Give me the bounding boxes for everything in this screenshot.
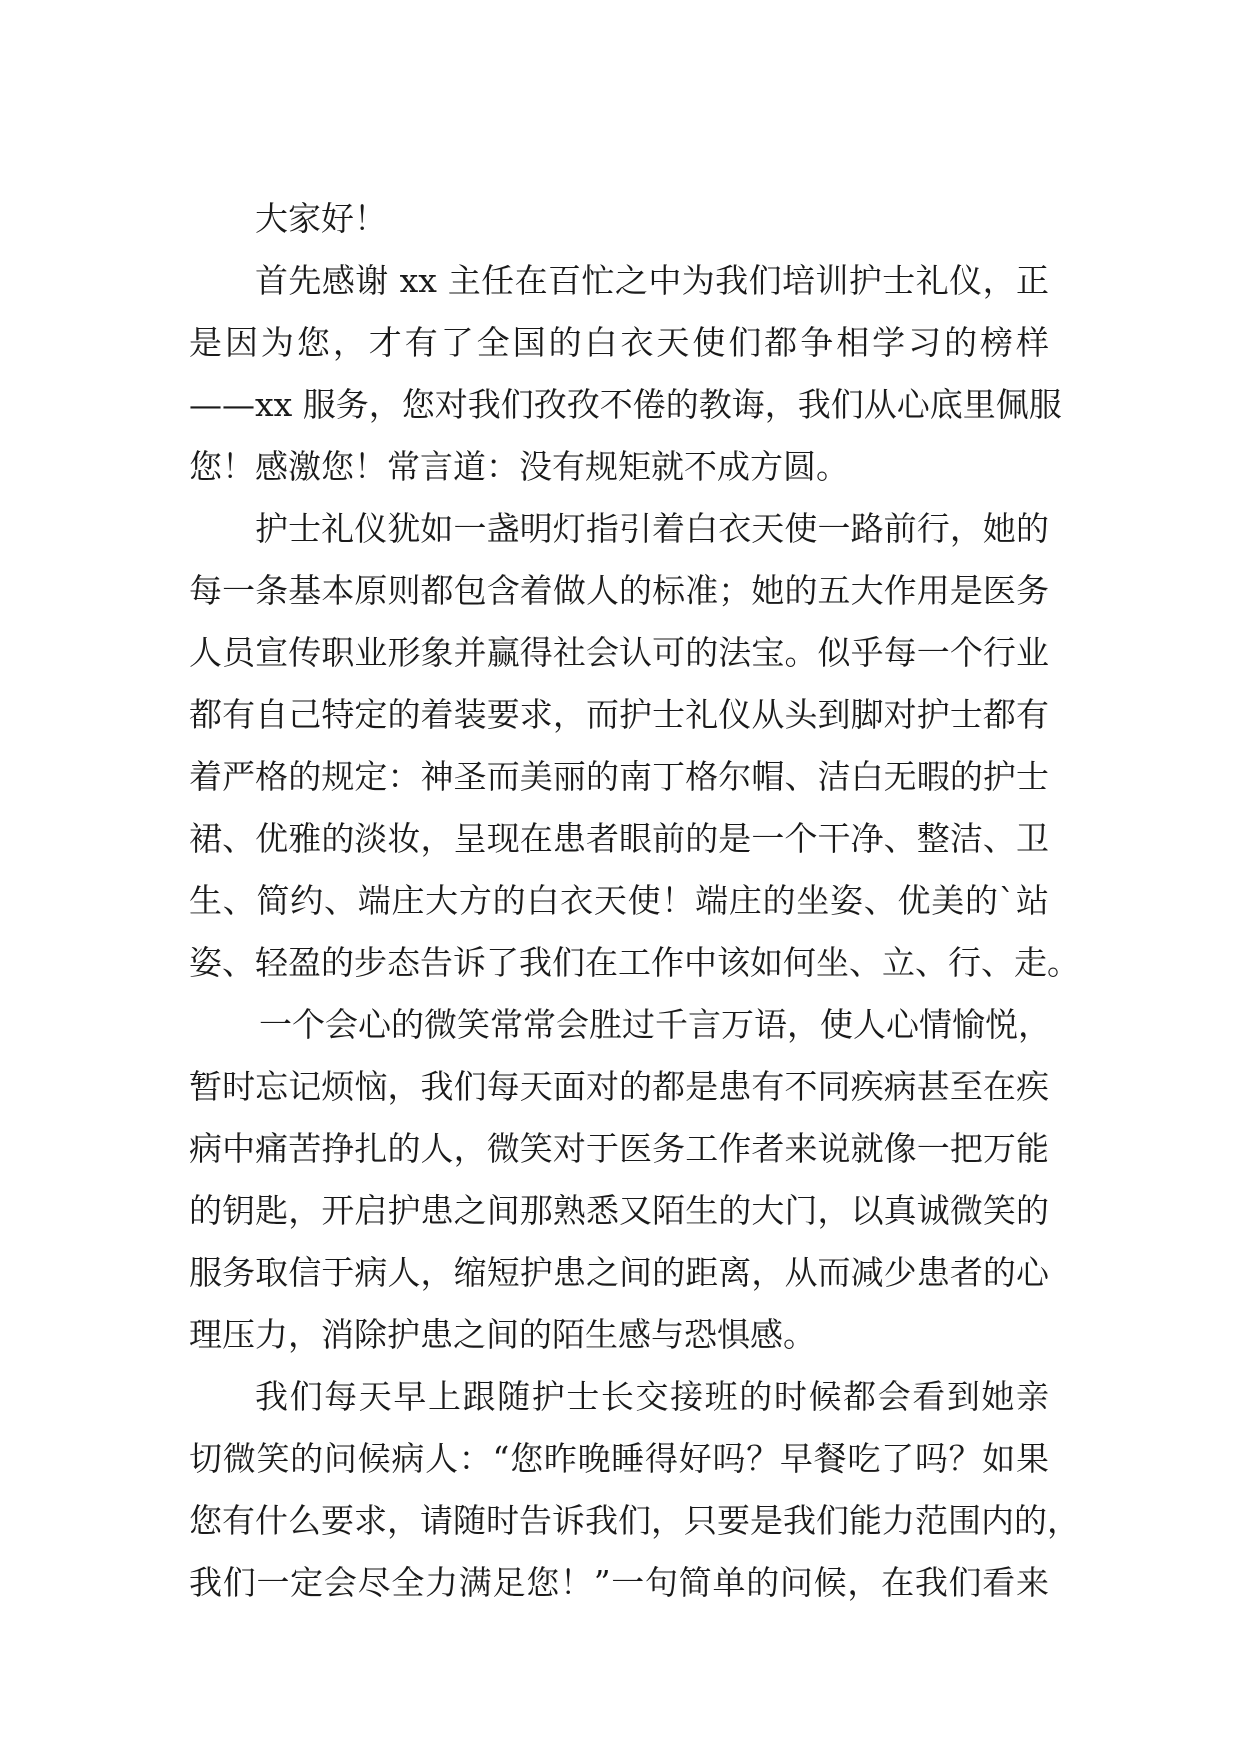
- paragraph-line: 我们每天早上跟随护士长交接班的时候都会看到她亲: [255, 1377, 1049, 1416]
- paragraph-line: 切微笑的问候病人：“您昨晚睡得好吗？早餐吃了吗？如果: [189, 1439, 1049, 1478]
- document-body: [189, 188, 1080, 1614]
- greeting-line: 大家好！: [255, 199, 387, 238]
- paragraph-line: 一个会心的微笑常常会胜过千言万语，使人心情愉悦，: [259, 1005, 1051, 1044]
- paragraph-line: 姿、轻盈的步态告诉了我们在工作中该如何坐、立、行、走。: [189, 943, 1080, 982]
- paragraph-line: 护士礼仪犹如一盏明灯指引着白衣天使一路前行，她的: [255, 509, 1049, 548]
- paragraph-line: 是因为您，才有了全国的白衣天使们都争相学习的榜样: [189, 323, 1049, 362]
- paragraph-line: ——xx 服务，您对我们孜孜不倦的教诲，我们从心底里佩服: [189, 385, 1062, 424]
- paragraph-line: 生、简约、端庄大方的白衣天使！端庄的坐姿、优美的`站: [189, 881, 1049, 920]
- paragraph-line: 着严格的规定：神圣而美丽的南丁格尔帽、洁白无暇的护士: [189, 757, 1049, 796]
- paragraph-line: 的钥匙，开启护患之间那熟悉又陌生的大门，以真诚微笑的: [189, 1191, 1049, 1230]
- paragraph-line: 首先感谢 xx 主任在百忙之中为我们培训护士礼仪，正: [255, 261, 1049, 300]
- paragraph-line: 裙、优雅的淡妆，呈现在患者眼前的是一个干净、整洁、卫: [189, 819, 1049, 858]
- paragraph-line: 您有什么要求，请随时告诉我们，只要是我们能力范围内的，: [189, 1501, 1080, 1540]
- paragraph-line: 您！感激您！常言道：没有规矩就不成方圆。: [189, 447, 849, 486]
- paragraph-line: 人员宣传职业形象并赢得社会认可的法宝。似乎每一个行业: [189, 633, 1049, 672]
- paragraph-line: 服务取信于病人，缩短护患之间的距离，从而减少患者的心: [189, 1253, 1049, 1292]
- paragraph-line: 我们一定会尽全力满足您！”一句简单的问候，在我们看来: [189, 1563, 1049, 1602]
- paragraph-line: 病中痛苦挣扎的人，微笑对于医务工作者来说就像一把万能: [189, 1129, 1049, 1168]
- paragraph-line: 暂时忘记烦恼，我们每天面对的都是患有不同疾病甚至在疾: [189, 1067, 1049, 1106]
- paragraph-line: 理压力，消除护患之间的陌生感与恐惧感。: [189, 1315, 816, 1354]
- paragraph-line: 每一条基本原则都包含着做人的标准；她的五大作用是医务: [189, 571, 1049, 610]
- paragraph-line: 都有自己特定的着装要求，而护士礼仪从头到脚对护士都有: [189, 695, 1049, 734]
